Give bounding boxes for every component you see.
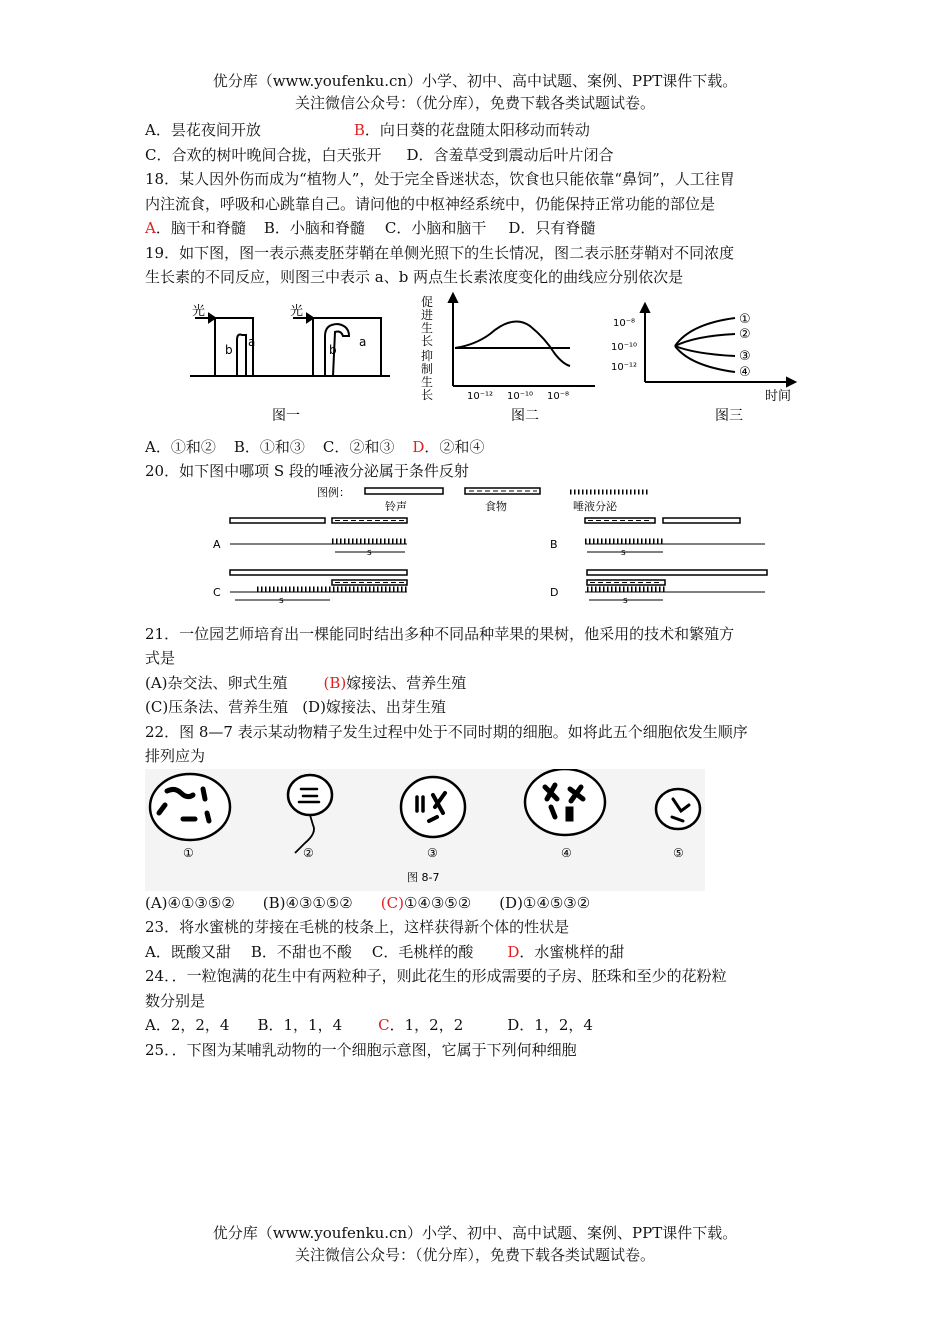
q17-option-a: A．昙花夜间开放: [145, 121, 261, 139]
q23-option-d-text: ．水蜜桃样的甜: [519, 942, 625, 961]
q20-label-d: D: [550, 585, 559, 599]
q24-option-a: A．2，2，4: [145, 1016, 230, 1034]
cell-label-3: ③: [427, 845, 438, 860]
q19-option-c: C．②和③: [322, 437, 395, 456]
q20-panel-c: [230, 570, 407, 600]
q23-stem: 23．将水蜜桃的芽接在毛桃的枝条上，这样获得新个体的性状是: [145, 918, 570, 936]
q22-options: [145, 891, 815, 916]
q19-option-b: B．①和③: [233, 437, 305, 456]
cell-4-chromosome-4: [566, 807, 573, 821]
q17-option-b-letter: B: [353, 121, 365, 139]
q22-option-a: (A)④①③⑤②: [145, 893, 235, 912]
q17-option-d: D．含羞草受到震动后叶片闭合: [406, 145, 614, 164]
q20-stem: 20．如下图中哪项 S 段的唾液分泌属于条件反射: [145, 462, 469, 480]
fig2-y-arrow: [449, 294, 457, 302]
fig2-x-tick-3: 10⁻⁸: [547, 390, 570, 402]
q21-option-c: (C)压条法、营养生殖: [145, 698, 289, 716]
figure-2-graph: [449, 294, 595, 386]
q24-stem-2: 数分别是: [145, 991, 206, 1010]
q20-panel-a: [230, 518, 407, 552]
figure-3-graph: [641, 304, 795, 386]
fig1-light-label-1: 光: [192, 303, 206, 319]
q21-stem-2: 式是: [145, 649, 176, 667]
panel-c-bell-bar: [230, 570, 407, 575]
q22-option-b: (B)④③①⑤②: [262, 893, 353, 912]
fig2-caption: 图二: [511, 407, 539, 424]
q24-option-c-letter: C: [378, 1016, 390, 1034]
q20-label-b: B: [550, 537, 558, 551]
q18-stem-2: 内注流食，呼吸和心跳靠自己。请问他的中枢神经系统中，仍能保持正常功能的部位是: [145, 194, 716, 213]
fig2-x-tick-2: 10⁻¹⁰: [507, 390, 534, 402]
q18-option-b: B．小脑和脊髓: [263, 219, 365, 237]
q17-options-row2: [145, 143, 815, 168]
legend-bell-label: 铃声: [385, 499, 407, 513]
q17-option-b-text: ．向日葵的花盘随太阳移动而转动: [364, 121, 590, 139]
panel-b-s-label: s: [621, 547, 626, 558]
footer-line-2: 关注微信公众号：（优分库），免费下载各类试题试卷。: [294, 1246, 655, 1264]
q19-figure-svg: [145, 290, 815, 435]
q22-option-c-text: ①④③⑤②: [403, 893, 472, 912]
fig3-y-tick-2: 10⁻¹⁰: [611, 341, 638, 353]
fig1-a-label-2: a: [359, 334, 367, 349]
q20-figure-svg: [145, 484, 815, 622]
q20-panel-b: [585, 518, 765, 552]
q19-stem-1: 19．如下图，图一表示燕麦胚芽鞘在单侧光照下的生长情况，图二表示胚芽鞘对不同浓度: [145, 243, 735, 262]
cell-1-chromosome-5: [207, 813, 209, 821]
footer-line-1: 优分库（www.youfenku.cn）小学、初中、高中试题、案例、PPT课件下载。: [212, 1224, 738, 1242]
q17-option-c: C．合欢的树叶晚间合拢，白天张开: [145, 145, 382, 164]
q23-option-b: B．不甜也不酸: [250, 942, 352, 961]
q19-stem-2: 生长素的不同反应，则图三中表示 a、b 两点生长素浓度变化的曲线应分别依次是: [145, 268, 684, 286]
cell-label-4: ④: [561, 845, 572, 860]
q23-option-d-letter: D: [507, 942, 520, 961]
fig3-x-arrow: [787, 378, 795, 386]
q21-options-row2: [145, 695, 815, 720]
fig3-curve-label-4: ④: [739, 364, 751, 380]
q21-option-a: (A)杂交法、卵式生殖: [145, 673, 288, 692]
q24-option-d: D．1，2，4: [507, 1016, 593, 1034]
q18-stem-1: 18．某人因外伤而成为“植物人”，处于完全昏迷状态，饮食也只能依靠“鼻饲”，人工往胃: [145, 170, 735, 188]
cell-label-2: ②: [303, 845, 314, 860]
header-line-2: 关注微信公众号：（优分库），免费下载各类试题试卷。: [294, 94, 655, 112]
q20-label-c: C: [213, 585, 221, 599]
q20-label-a: A: [213, 537, 221, 551]
q18-option-d: D．只有脊髓: [508, 219, 596, 237]
q24-option-c-text: ．1，2，2: [389, 1016, 464, 1034]
q23-option-a: A．既酸又甜: [145, 942, 231, 961]
q18-option-a-text: ．脑干和脊髓: [155, 219, 246, 237]
q25-stem: 25．．下图为某哺乳动物的一个细胞示意图，它属于下列何种细胞: [145, 1040, 577, 1059]
q19-figure: [145, 290, 815, 435]
fig3-caption: 图三: [715, 407, 743, 424]
fig1-light-label-2: 光: [290, 303, 304, 319]
fig1-caption: 图一: [272, 407, 300, 424]
fig1-coleoptile-left: [237, 334, 246, 375]
fig3-y-tick-1: 10⁻⁸: [613, 317, 636, 329]
q20-panel-d: [585, 570, 767, 600]
legend-bell-bar: [365, 488, 443, 494]
q19-option-d-text: ．②和④: [424, 437, 485, 456]
page-header: [0, 70, 950, 114]
fig1-a-label-1: a: [248, 334, 256, 349]
q21-options-row1: [145, 671, 815, 696]
cell-4: [525, 769, 605, 835]
cell-label-5: ⑤: [673, 845, 684, 860]
cell-1-chromosome-2: [203, 789, 205, 799]
panel-b-bell-bar: [663, 518, 740, 523]
q24-option-b: B．1，1，4: [257, 1016, 343, 1034]
fig2-promote-label: 促进生长: [421, 294, 434, 348]
q17-options-row1: [145, 118, 815, 143]
q24-stem-1: 24．．一粒饱满的花生中有两粒种子，则此花生的形成需要的子房、胚珠和至少的花粉粒: [145, 967, 727, 985]
legend-saliva-label: 唾液分泌: [573, 499, 617, 513]
fig3-y-tick-3: 10⁻¹²: [611, 361, 638, 373]
q22-figure: [145, 769, 815, 891]
q23-option-c: C．毛桃样的酸: [371, 942, 474, 961]
q21-option-b-text: 嫁接法、营养生殖: [346, 673, 467, 692]
q23-options: [145, 940, 815, 965]
q22-figure-svg: [145, 769, 715, 891]
fig3-y-arrow: [641, 304, 649, 312]
q24-options: [145, 1013, 815, 1038]
fig2-inhibit-label: 抑制生长: [421, 348, 434, 402]
legend-food-label: 食物: [485, 499, 507, 513]
fig1-box-right: [313, 318, 381, 376]
q21-option-d: (D)嫁接法、出芽生殖: [302, 698, 446, 716]
panel-a-bell-bar: [230, 518, 325, 523]
q22-option-c-letter: (C): [380, 893, 404, 912]
q19-options: [145, 435, 815, 460]
cell-label-1: ①: [183, 845, 194, 860]
q21-option-b-letter: (B): [323, 673, 347, 692]
fig3-curve-label-2: ②: [739, 326, 751, 342]
fig2-x-tick-1: 10⁻¹²: [467, 390, 494, 402]
fig1-b-label-2: b: [329, 342, 337, 357]
q21-stem-1: 21．一位园艺师培育出一棵能同时结出多种不同品种苹果的果树，他采用的技术和繁殖方: [145, 624, 735, 643]
fig3-time-label: 时间: [765, 388, 792, 404]
exam-content: [145, 118, 815, 1062]
header-line-1: 优分库（www.youfenku.cn）小学、初中、高中试题、案例、PPT课件下载。: [212, 72, 738, 90]
fig3-curve-label-1: ①: [739, 311, 751, 327]
q19-option-a: A．①和②: [145, 437, 216, 456]
panel-a-s-label: s: [367, 547, 372, 558]
q18-option-c: C．小脑和脑干: [384, 219, 487, 237]
fig1-b-label-1: b: [225, 342, 233, 357]
q22-stem-2: 排列应为: [145, 747, 206, 765]
panel-d-s-label: s: [623, 595, 628, 606]
q20-figure: [145, 484, 815, 622]
q18-option-a-letter: A: [145, 219, 156, 237]
q22-figure-caption: 图 8-7: [407, 870, 440, 884]
fig2-response-curve: [455, 321, 570, 366]
fig3-curve-label-3: ③: [739, 348, 751, 364]
q18-options: [145, 216, 815, 241]
panel-c-s-label: s: [279, 595, 284, 606]
q19-option-d-letter: D: [412, 437, 425, 456]
q20-legend-label: 图例：: [317, 485, 350, 499]
q22-stem-1: 22．图 8—7 表示某动物精子发生过程中处于不同时期的细胞。如将此五个细胞依发生顺序: [145, 722, 748, 741]
q22-option-d: (D)①④⑤③②: [499, 893, 591, 912]
panel-d-bell-bar: [587, 570, 767, 575]
page-footer: [0, 1222, 950, 1266]
